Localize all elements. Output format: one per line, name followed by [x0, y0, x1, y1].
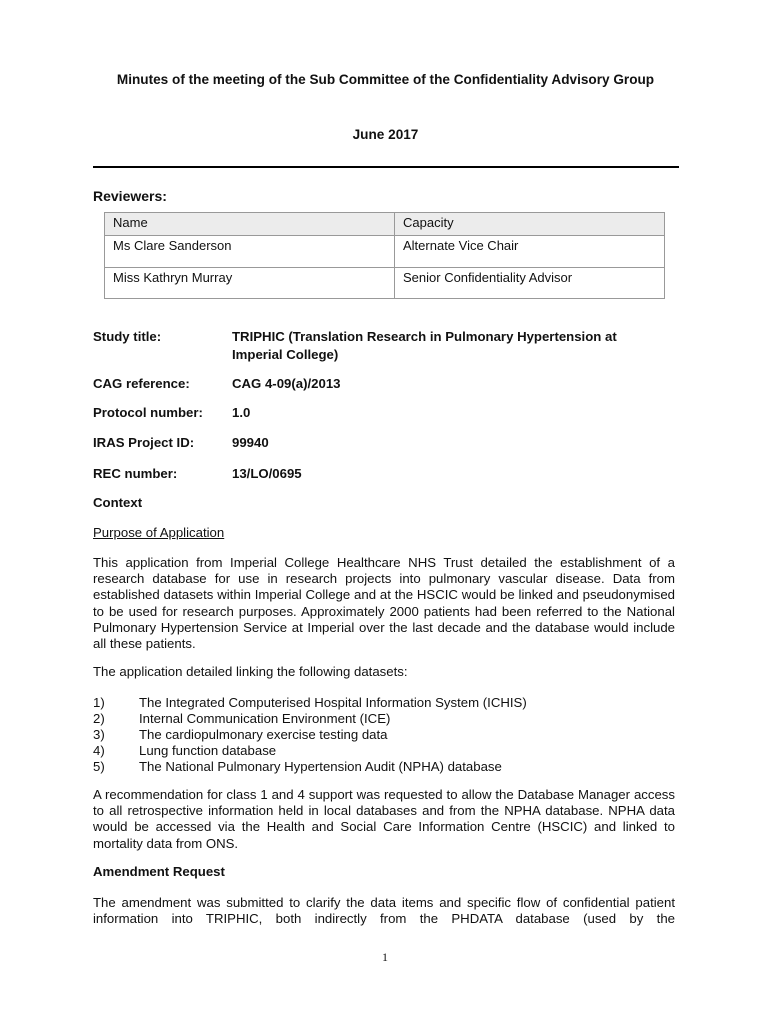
- iras-project-id-label: IRAS Project ID:: [93, 435, 195, 450]
- column-header-name: Name: [105, 213, 395, 236]
- list-number: 1): [93, 695, 105, 710]
- list-text: The National Pulmonary Hypertension Audit (NPHA) database: [139, 759, 502, 774]
- rec-number-label: REC number:: [93, 466, 178, 481]
- list-number: 2): [93, 711, 105, 726]
- recommendation-paragraph: A recommendation for class 1 and 4 support was requested to allow the Database Manager access to all retrospective information held in local databases and from the NPHA database. NPHA data would be accessed via the Health and Social Care Information Centre (HSCIC) and linked to mortality data from ONS.: [93, 787, 675, 851]
- list-text: Internal Communication Environment (ICE): [139, 711, 391, 726]
- list-text: The Integrated Computerised Hospital Information System (ICHIS): [139, 695, 527, 710]
- column-header-capacity: Capacity: [395, 213, 665, 236]
- cag-reference-value: CAG 4-09(a)/2013: [232, 376, 341, 391]
- study-title-label: Study title:: [93, 329, 162, 344]
- protocol-number-label: Protocol number:: [93, 405, 203, 420]
- page-number: 1: [382, 950, 388, 964]
- list-text: Lung function database: [139, 743, 277, 758]
- rec-number-value: 13/LO/0695: [232, 466, 302, 481]
- purpose-paragraph: This application from Imperial College Healthcare NHS Trust detailed the establishment of a research database for use in research projects into pulmonary vascular disease. Data from established datasets within Imperial College and at the HSCIC would be linked and pseudonymised to be used for research purposes. Approximately 2000 patients had been referred to the National Pulmonary Hypertension Service at Imperial over the last decade and the database would include all these patients.: [93, 555, 675, 652]
- list-number: 5): [93, 759, 105, 774]
- study-title-value: TRIPHIC (Translation Research in Pulmonary Hypertension at Imperial College): [232, 329, 617, 362]
- table-row: [105, 268, 665, 299]
- reviewer-capacity: Alternate Vice Chair: [395, 236, 665, 268]
- list-number: 3): [93, 727, 105, 742]
- amendment-paragraph: The amendment was submitted to clarify the data items and specific flow of confidential patient information into TRIPHIC, both indirectly from the PHDATA database (used by the: [93, 895, 675, 927]
- list-number: 4): [93, 743, 105, 758]
- cag-reference-label: CAG reference:: [93, 376, 190, 391]
- reviewer-name: Miss Kathryn Murray: [105, 268, 395, 299]
- document-date: June 2017: [352, 127, 419, 142]
- amendment-heading: Amendment Request: [93, 864, 225, 879]
- iras-project-id-value: 99940: [232, 435, 269, 450]
- reviewers-heading: Reviewers:: [93, 188, 167, 204]
- datasets-intro: The application detailed linking the following datasets:: [93, 664, 408, 679]
- reviewer-capacity: Senior Confidentiality Advisor: [395, 268, 665, 299]
- list-text: The cardiopulmonary exercise testing data: [139, 727, 388, 742]
- document-title: Minutes of the meeting of the Sub Committee of the Confidentiality Advisory Group: [116, 72, 655, 87]
- context-heading: Context: [93, 495, 143, 510]
- protocol-number-value: 1.0: [232, 405, 251, 420]
- header-divider: [93, 166, 679, 168]
- table-row: [105, 236, 665, 268]
- purpose-heading: Purpose of Application: [93, 525, 225, 540]
- reviewers-table: [104, 212, 665, 299]
- table-header-row: [105, 213, 665, 236]
- reviewer-name: Ms Clare Sanderson: [105, 236, 395, 268]
